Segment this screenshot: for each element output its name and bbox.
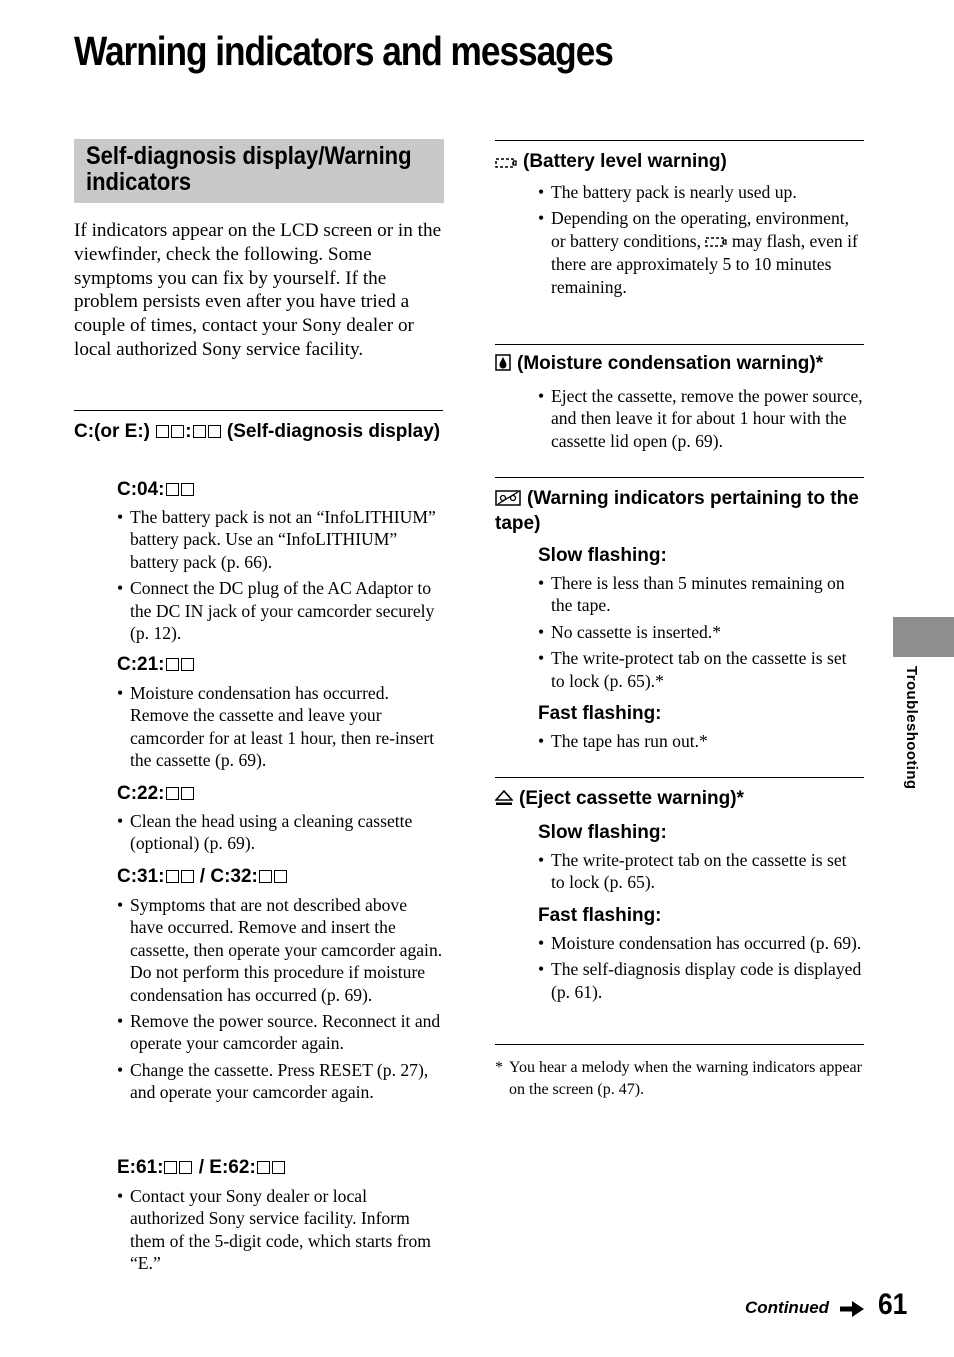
continued-label: Continued [745,1298,830,1317]
moisture-warning-heading: (Moisture condensation warning)* [495,352,864,377]
digit-box-icon [259,870,272,883]
code-c22-heading: C:22: [117,783,195,805]
list-item: • Change the cassette. Press RESET (p. 27), and operate your camcorder again. [117,1059,444,1104]
tape-fast-flashing-label: Fast flashing: [538,703,662,724]
divider [495,140,864,141]
footnote-mark: * [495,1059,503,1076]
eject-icon [495,789,513,812]
divider [495,344,864,345]
list-item: • Eject the cassette, remove the power source, and then leave it for about 1 hour with the cassette lid open (p. 69). [538,385,864,452]
list-item: • There is less than 5 minutes remaining on the tape. [538,572,864,617]
digit-box-icon [166,787,179,800]
battery-empty-icon [495,152,517,175]
page-title: Warning indicators and messages [74,28,613,74]
digit-box-icon [166,483,179,496]
digit-box-icon [208,425,221,438]
battery-warning-list [538,181,864,302]
battery-warning-heading: (Battery level warning) [495,150,864,175]
list-item: • The battery pack is not an “InfoLITHIUM” battery pack. Use an “InfoLITHIUM” battery pack (p. 66). [117,506,444,573]
list-item: • Remove the power source. Reconnect it and operate your camcorder again. [117,1010,444,1055]
digit-box-icon [171,425,184,438]
code-c04-list [117,506,444,648]
code-c04-heading: C:04: [117,479,195,501]
code-c22-list [117,810,444,859]
tape-slow-flashing-label: Slow flashing: [538,545,667,566]
list-item: • Clean the head using a cleaning cassette (optional) (p. 69). [117,810,444,855]
tape-slow-flashing-list [538,572,864,696]
chapter-label: Troubleshooting [903,666,920,790]
cassette-warning-icon [495,489,521,512]
footnote: * You hear a melody when the warning indicators appear on the screen (p. 47). [495,1059,862,1098]
moisture-drop-icon [495,354,511,377]
section-title: Self-diagnosis display/Warning indicators [86,142,412,196]
list-item: • The tape has run out.* [538,730,864,752]
eject-warning-heading: (Eject cassette warning)* [495,787,864,812]
list-item: • Connect the DC plug of the AC Adaptor to the DC IN jack of your camcorder securely (p. 12). [117,577,444,644]
intro-paragraph: If indicators appear on the LCD screen or in the viewfinder, check the following. Some symptoms you can fix by yourself. If the problem persists even after you have tried a couple of times, contact your Sony dealer or local authorized Sony service facility. [74,220,442,360]
list-item: • The battery pack is nearly used up. [538,181,864,203]
divider [495,777,864,778]
divider [495,477,864,478]
digit-box-icon [181,787,194,800]
page-number: 61 [878,1288,908,1321]
code-c31-c32-heading: C:31: / C:32: [117,866,288,888]
arrow-right-icon [840,1301,864,1322]
digit-box-icon [181,870,194,883]
list-item: • Moisture condensation has occurred. Remove the cassette and leave your camcorder for at least 1 hour, then re-insert the cassette (p. 69). [117,682,444,772]
code-e61-e62-heading: E:61: / E:62: [117,1157,286,1179]
digit-box-icon [257,1161,270,1174]
chapter-tab [893,617,954,657]
section-header [74,139,444,203]
divider [495,1044,864,1045]
code-c21-heading: C:21: [117,654,195,676]
list-item: • The self-diagnosis display code is displayed (p. 61). [538,958,864,1003]
list-item: • Symptoms that are not described above have occurred. Remove and insert the cassette, then operate your camcorder again. Do not perform this procedure if moisture condensation has occurred (p. 69). [117,894,444,1006]
digit-box-icon [181,658,194,671]
tape-fast-flashing-list [538,730,864,756]
code-c21-list [117,682,444,776]
eject-fast-flashing-label: Fast flashing: [538,905,662,926]
digit-box-icon [166,658,179,671]
digit-box-icon [164,1161,177,1174]
tape-warning-heading: (Warning indicators pertaining to the tape) [495,488,859,534]
list-item: • The write-protect tab on the cassette is set to lock (p. 65). [538,849,864,894]
code-e61-e62-list [117,1185,444,1279]
eject-slow-flashing-list [538,849,864,898]
moisture-warning-list [538,385,864,456]
eject-fast-flashing-list [538,932,864,1007]
code-c31-c32-list [117,894,444,1108]
list-item: • No cassette is inserted.* [538,621,864,643]
digit-box-icon [179,1161,192,1174]
digit-box-icon [166,870,179,883]
digit-box-icon [193,425,206,438]
digit-box-icon [181,483,194,496]
list-item: • Depending on the operating, environment, or battery conditions, may flash, even if there are approximately 5 to 10 minutes remaining. [538,207,864,298]
list-item: • The write-protect tab on the cassette is set to lock (p. 65).* [538,647,864,692]
list-item: • Moisture condensation has occurred (p. 69). [538,932,864,954]
digit-box-icon [274,870,287,883]
eject-slow-flashing-label: Slow flashing: [538,822,667,843]
battery-empty-icon [705,231,727,253]
self-diagnosis-heading: C:(or E:) : (Self-diagnosis display) [74,421,441,442]
digit-box-icon [272,1161,285,1174]
digit-box-icon [156,425,169,438]
list-item: • Contact your Sony dealer or local authorized Sony service facility. Inform them of the 5-digit code, which starts from “E.” [117,1185,444,1275]
divider [74,410,443,411]
